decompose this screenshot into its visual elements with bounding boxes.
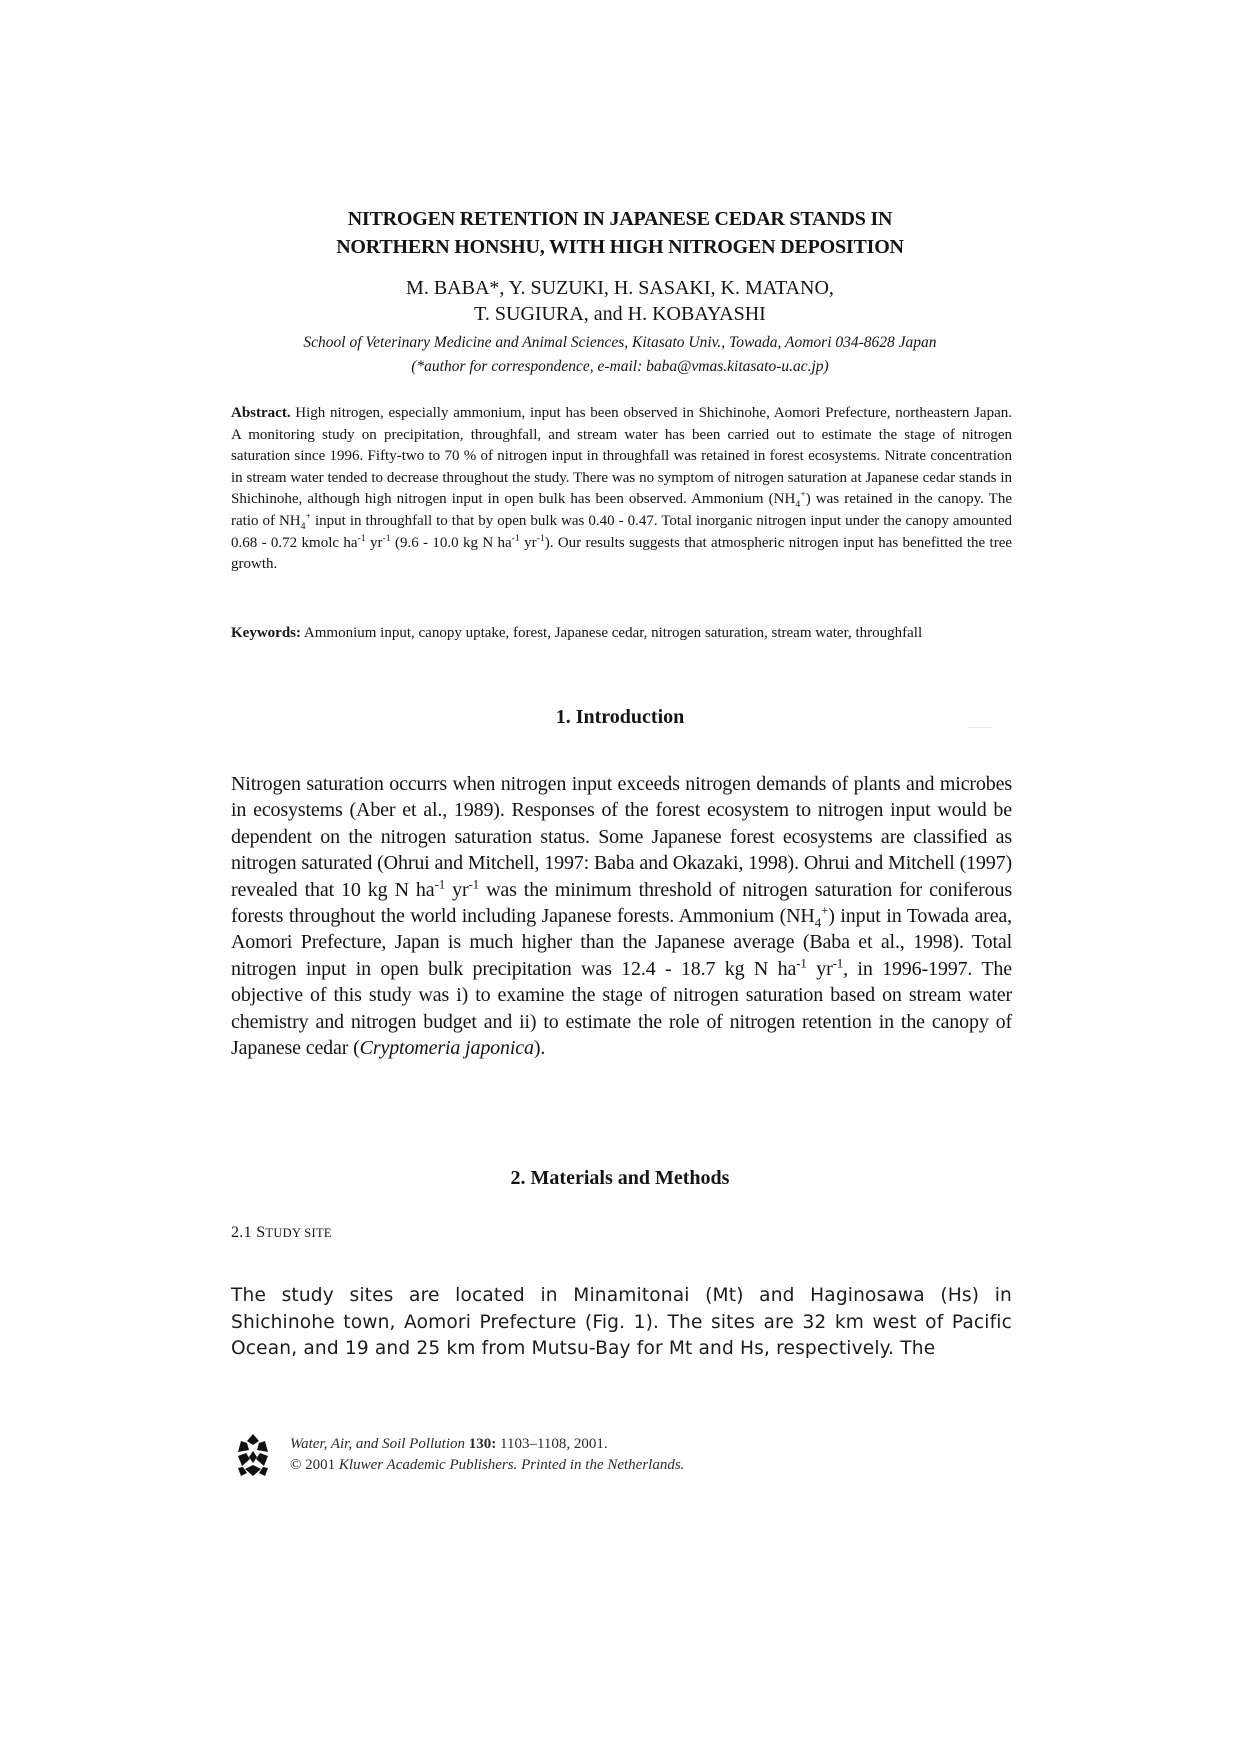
journal-pages: 1103–1108, 2001. [496, 1436, 608, 1452]
abstract [231, 403, 1012, 576]
superscript: + [821, 902, 829, 918]
intro-text: Nitrogen saturation occurrs when nitrogen input exceeds nitrogen demands of plants and microbes in ecosystems (Aber et al., 1989). Responses of the forest ecosystem to nitrogen input would be dependent on the nitrogen saturation status. Some Japanese forest ecosystems are classified as nitrogen saturated (Ohrui and Mitchell, 1997: Baba and Okazaki, 1998). Ohrui and Mitchell (1997) revealed that 10 kg N ha [231, 773, 1012, 901]
abstract-text: input in throughfall to that by open bulk was 0.40 - 0.47. Total inorganic nitrogen input under the canopy amounted 0.68 - 0.72 kmolc ha [231, 512, 1012, 551]
intro-text: ) input in Towada area, Aomori Prefecture, Japan is much higher than the Japanese average (Baba et al., 1998). Total nitrogen input in open bulk precipitation was 12.4 - 18.7 kg N ha [231, 905, 1012, 980]
keywords [231, 623, 1012, 645]
subscript: 4 [814, 915, 822, 931]
introduction-heading: 1. Introduction [555, 706, 685, 728]
publisher-note: Kluwer Academic Publishers. Printed in the Netherlands. [338, 1457, 685, 1473]
abstract-text: yr [365, 534, 383, 551]
abstract-text: yr [519, 534, 537, 551]
superscript: -1 [536, 532, 545, 544]
author-line: M. BABA*, Y. SUZUKI, H. SASAKI, K. MATANO, [406, 277, 834, 299]
intro-text: was the minimum threshold of nitrogen saturation for coniferous forests throughout the world including Japanese forests. Ammonium (NH [231, 878, 1013, 928]
superscript: -1 [796, 955, 807, 971]
abstract-text: High nitrogen, especially ammonium, input has been observed in Shichinohe, Aomori Prefecture, northeastern Japan. A monitoring study on precipitation, throughfall, and stream water has been carried out to estimate the stage of nitrogen saturation since 1996. Fifty-two to 70 % of nitrogen input in throughfall was retained in forest ecosystems. Nitrate concentration in stream water tended to decrease throughout the study. There was no symptom of nitrogen saturation at Japanese cedar stands in Shichinohe, although high nitrogen input in open bulk has been observed. Ammonium (NH [231, 405, 1012, 508]
title-line: NORTHERN HONSHU, WITH HIGH NITROGEN DEPOSITION [336, 236, 904, 258]
keywords-label: Keywords: [231, 625, 301, 641]
subsection-heading [231, 1224, 332, 1242]
correspondence: (*author for correspondence, e-mail: baba@vmas.kitasato-u.ac.jp) [411, 358, 829, 375]
intro-text: yr [806, 957, 833, 980]
abstract-label: Abstract. [231, 405, 291, 421]
superscript: -1 [382, 532, 391, 544]
species-name: Cryptomeria japonica [359, 1037, 534, 1060]
study-site-body [231, 1283, 1012, 1363]
publisher-logo-icon [236, 1432, 270, 1478]
superscript: -1 [434, 875, 446, 891]
author-line: T. SUGIURA, and H. KOBAYASHI [474, 303, 766, 325]
journal-volume: 130: [468, 1436, 497, 1452]
scan-mark [968, 727, 992, 728]
methods-heading: 2. Materials and Methods [510, 1167, 730, 1189]
intro-text: ). [533, 1037, 546, 1060]
superscript: -1 [468, 875, 480, 891]
superscript: -1 [511, 532, 520, 544]
abstract-text: ). Our results suggests that atmospheric nitrogen input has benefitted the tree growth. [231, 534, 1013, 573]
subsection-number: 2.1 [231, 1224, 257, 1241]
subscript: 4 [300, 520, 306, 532]
citation-footer [290, 1434, 684, 1476]
superscript: + [800, 489, 806, 501]
intro-text: yr [445, 878, 469, 901]
superscript: + [305, 510, 312, 522]
journal-name: Water, Air, and Soil Pollution [290, 1436, 466, 1452]
copyright: © 2001 [290, 1457, 339, 1473]
keywords-text: Ammonium input, canopy uptake, forest, Japanese cedar, nitrogen saturation, stream water, throughfall [301, 625, 923, 641]
superscript: -1 [357, 532, 366, 544]
study-site-text: The study sites are located in Minamitonai (Mt) and Haginosawa (Hs) in Shichinohe town, Aomori Prefecture (Fig. 1). The sites are 32 km west of Pacific Ocean, and 19 and 25 km from Mutsu-Bay for Mt and Hs, respectively. The [231, 1285, 1012, 1359]
abstract-text: ) was retained in the canopy. The ratio of NH [231, 491, 1012, 529]
introduction-body [231, 771, 1012, 1061]
affiliation: School of Veterinary Medicine and Animal Sciences, Kitasato Univ., Towada, Aomori 034-8628 Japan [303, 334, 937, 351]
title-line: NITROGEN RETENTION IN JAPANESE CEDAR STANDS IN [347, 208, 893, 230]
author-list [200, 275, 1040, 327]
abstract-text: (9.6 - 10.0 kg N ha [390, 534, 512, 551]
subsection-title: TUDY SITE [265, 1226, 332, 1240]
subscript: 4 [795, 499, 801, 511]
paper-title [200, 205, 1040, 261]
affiliation-block [190, 331, 1050, 379]
superscript: -1 [832, 955, 844, 971]
intro-text: , in 1996-1997. The objective of this study was i) to examine the stage of nitrogen saturation based on stream water chemistry and nitrogen budget and ii) to estimate the role of nitrogen retention in the canopy of Japanese cedar ( [231, 957, 1012, 1060]
subsection-initial: S [256, 1224, 266, 1241]
